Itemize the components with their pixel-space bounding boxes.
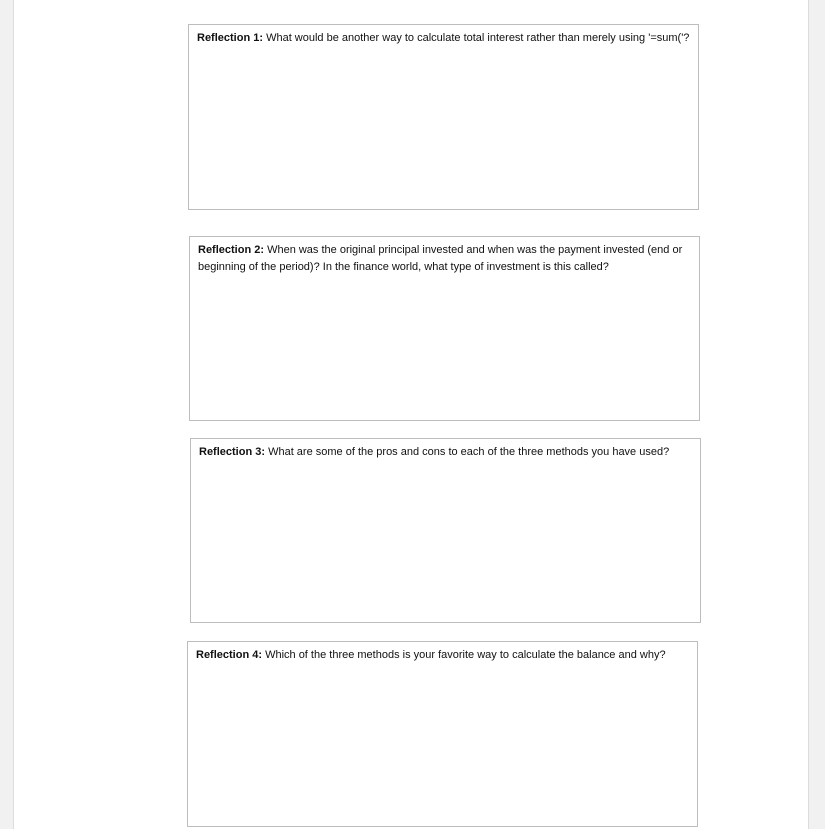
reflection-4-box[interactable] (187, 641, 698, 827)
reflection-4-question: Which of the three methods is your favorite way to calculate the balance and why? (262, 649, 666, 661)
reflection-3-box[interactable] (190, 438, 701, 623)
reflection-1-box[interactable] (188, 24, 699, 210)
reflection-3-question: What are some of the pros and cons to each of the three methods you have used? (265, 446, 670, 458)
reflection-2-box[interactable] (189, 236, 700, 421)
reflection-2-question: When was the original principal invested and when was the payment invested (end or beginning of the period)? In the finance world, what type of investment is this called? (198, 244, 683, 273)
reflection-2-label: Reflection 2: (198, 244, 265, 256)
reflection-1-label: Reflection 1: (197, 32, 264, 44)
reflection-4-label: Reflection 4: (196, 649, 263, 661)
reflection-3-label: Reflection 3: (199, 446, 266, 458)
reflection-1-question: What would be another way to calculate total interest rather than merely using '=sum('? (263, 32, 690, 44)
